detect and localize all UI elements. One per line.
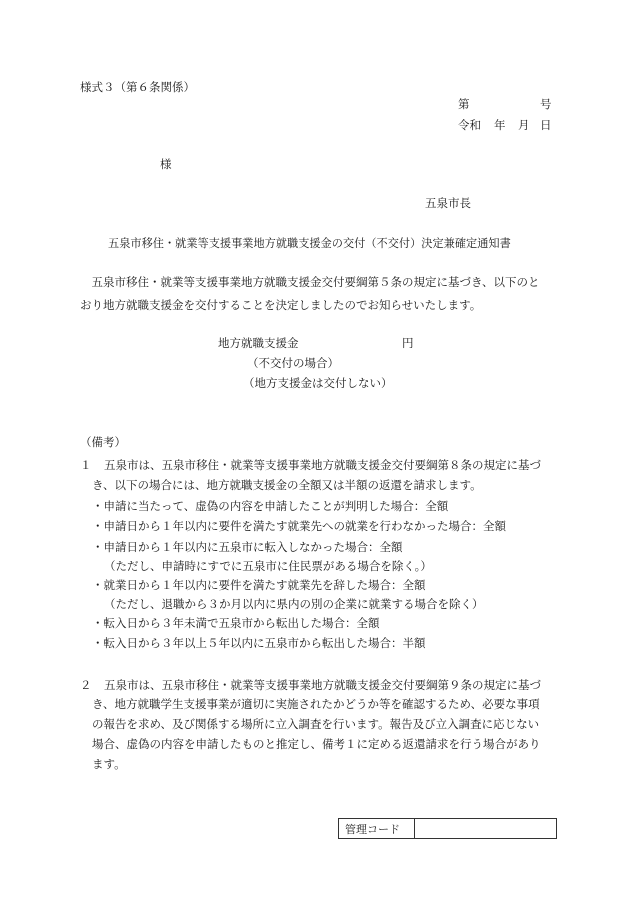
management-code-field[interactable]	[415, 819, 556, 838]
remark1-bullet: ・転入日から３年未満で五泉市から転出した場合：全額	[92, 616, 380, 630]
form-label: 様式３（第６条関係）	[80, 80, 195, 94]
body-paragraph: 五泉市移住・就業等支援事業地方就職支援金交付要綱第５条の規定に基づき、以下のとおり地方就職支援金を交付することを決定しましたのでお知らせいたします。	[80, 275, 540, 312]
remarks-heading: （備考）	[80, 435, 126, 449]
remark2-line: ます。	[92, 757, 126, 771]
remark2-number: ２	[80, 678, 92, 692]
remark1-bullet: ・申請日から１年以内に要件を満たす就業先への就業を行わなかった場合：全額	[92, 519, 506, 533]
remark1-number: １	[80, 458, 92, 472]
doc-number-prefix: 第	[458, 97, 470, 111]
remark2-line: の報告を求め、及び関係する場所に立入調査を行います。報告及び立入調査に応じない	[92, 717, 540, 731]
remark1-bullet: ・就業日から１年以内に要件を満たす就業先を辞した場合：全額	[92, 578, 426, 592]
date-era: 令和	[458, 118, 481, 132]
remark1-line: 五泉市は、五泉市移住・就業等支援事業地方就職支援金交付要綱第８条の規定に基づ	[104, 458, 541, 472]
management-code-label: 管理コード	[339, 819, 415, 838]
doc-number-suffix: 号	[540, 97, 552, 111]
recipient-suffix: 様	[160, 157, 172, 171]
date-year: 年	[494, 118, 506, 132]
amount-note-not-granted: （地方支援金は交付しない）	[243, 376, 393, 390]
remark2-line: 五泉市は、五泉市移住・就業等支援事業地方就職支援金交付要綱第９条の規定に基づ	[104, 678, 541, 692]
issuer: 五泉市長	[425, 196, 471, 210]
amount-note-nonpayment: （不交付の場合）	[247, 356, 339, 370]
amount-label: 地方就職支援金	[218, 336, 299, 350]
date-day: 日	[540, 118, 552, 132]
amount-unit: 円	[402, 336, 414, 350]
remark1-bullet-note: （ただし、退職から３か月以内に県内の別の企業に就業する場合を除く）	[104, 597, 484, 611]
remark1-bullet: ・申請日から１年以内に五泉市に転入しなかった場合：全額	[92, 540, 403, 554]
remark1-line: き、以下の場合には、地方就職支援金の全額又は半額の返還を請求します。	[92, 478, 482, 492]
remark2-line: 場合、虚偽の内容を申請したものと推定し、備考１に定める返還請求を行う場合があり	[92, 737, 541, 751]
management-code-box	[338, 818, 557, 839]
document-title: 五泉市移住・就業等支援事業地方就職支援金の交付（不交付）決定兼確定通知書	[108, 237, 511, 250]
remark2-line: き、地方就職学生支援事業が適切に実施されたかどうか等を確認するため、必要な事項	[92, 697, 540, 711]
date-month: 月	[518, 118, 530, 132]
remark1-bullet: ・申請に当たって、虚偽の内容を申請したことが判明した場合：全額	[92, 499, 449, 513]
remark1-bullet-note: （ただし、申請時にすでに五泉市に住民票がある場合を除く。）	[104, 559, 432, 573]
remark1-bullet: ・転入日から３年以上５年以内に五泉市から転出した場合：半額	[92, 636, 426, 650]
